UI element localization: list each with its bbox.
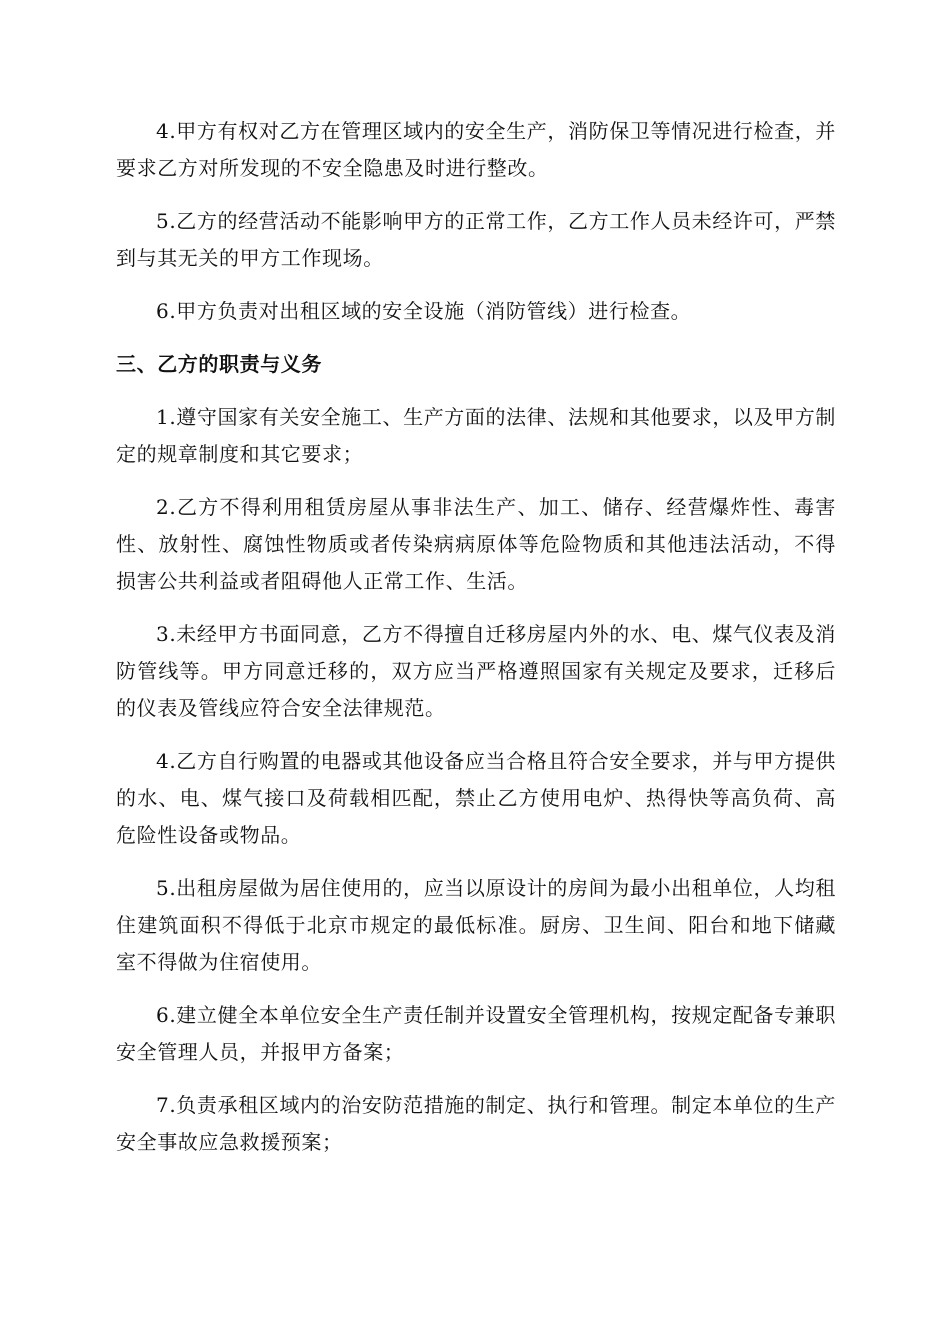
clause-b2: 2.乙方不得利用租赁房屋从事非法生产、加工、储存、经营爆炸性、毒害性、放射性、腐蚀性物质或者传染病病原体等危险物质和其他违法活动，不得损害公共利益或者阻碍他人正常工作、生活。 — [116, 495, 836, 593]
clause-b4: 4.乙方自行购置的电器或其他设备应当合格且符合安全要求，并与甲方提供的水、电、煤气接口及荷载相匹配，禁止乙方使用电炉、热得快等高负荷、高危险性设备或物品。 — [116, 749, 836, 847]
document-body — [116, 113, 836, 1177]
clause-b7: 7.负责承租区域内的治安防范措施的制定、执行和管理。制定本单位的生产安全事故应急救援预案； — [116, 1093, 836, 1154]
clause-b1: 1.遵守国家有关安全施工、生产方面的法律、法规和其他要求，以及甲方制定的规章制度和其它要求； — [116, 405, 836, 466]
clause-a6: 6.甲方负责对出租区域的安全设施（消防管线）进行检查。 — [156, 299, 692, 323]
clause-b6: 6.建立健全本单位安全生产责任制并设置安全管理机构，按规定配备专兼职安全管理人员，并报甲方备案； — [116, 1003, 836, 1064]
clause-a5: 5.乙方的经营活动不能影响甲方的正常工作，乙方工作人员未经许可，严禁到与其无关的甲方工作现场。 — [116, 209, 836, 270]
clause-b3: 3.未经甲方书面同意，乙方不得擅自迁移房屋内外的水、电、煤气仪表及消防管线等。甲方同意迁移的，双方应当严格遵照国家有关规定及要求，迁移后的仪表及管线应符合安全法律规范。 — [116, 622, 836, 720]
clause-a4: 4.甲方有权对乙方在管理区域内的安全生产，消防保卫等情况进行检查，并要求乙方对所发现的不安全隐患及时进行整改。 — [116, 119, 836, 180]
clause-b5: 5.出租房屋做为居住使用的，应当以原设计的房间为最小出租单位，人均租住建筑面积不得低于北京市规定的最低标准。厨房、卫生间、阳台和地下储藏室不得做为住宿使用。 — [116, 876, 836, 974]
section-heading: 三、乙方的职责与义务 — [116, 352, 322, 376]
